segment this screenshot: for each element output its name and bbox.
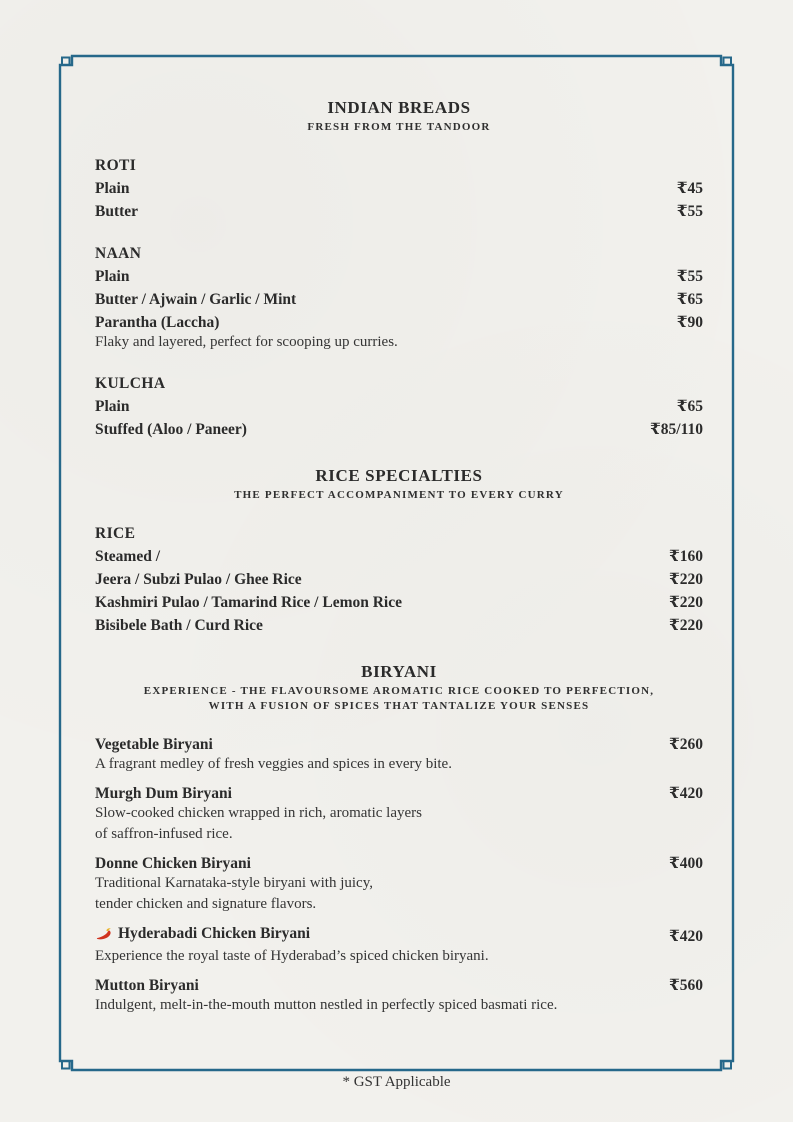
menu-item [95, 545, 703, 568]
menu-item [95, 395, 703, 418]
item-description: Traditional Karnataka-style biryani with juicy, [95, 875, 373, 891]
item-name [95, 733, 213, 756]
menu-group [95, 522, 703, 637]
item-name-text: Plain [95, 268, 130, 285]
item-description: Flaky and layered, perfect for scooping up curries. [95, 334, 398, 350]
item-price: ₹220 [668, 616, 703, 634]
section-groups [95, 154, 703, 441]
item-price: ₹420 [668, 927, 703, 945]
menu-item-row [95, 733, 703, 756]
menu-item [95, 614, 703, 637]
item-name [95, 288, 296, 311]
item-name-text: Stuffed (Aloo / Paneer) [95, 420, 247, 438]
item-descriptions [95, 803, 703, 844]
menu-item-row [95, 288, 703, 311]
menu-item-row [95, 852, 703, 875]
menu-item-row [95, 782, 703, 805]
menu-item-row [95, 568, 703, 591]
item-description: A fragrant medley of fresh veggies and spices in every bite. [95, 755, 452, 772]
item-name [95, 418, 247, 441]
item-name [95, 311, 219, 334]
item-price: ₹65 [676, 397, 703, 415]
section-title: BIRYANI [361, 661, 437, 681]
menu-item [95, 852, 703, 914]
menu-item [95, 265, 703, 288]
menu-item-row [95, 395, 703, 418]
item-name [95, 568, 302, 591]
group-items [95, 395, 703, 441]
item-descriptions [95, 873, 703, 914]
menu-item-row [95, 200, 703, 223]
item-name-text: Hyderabadi Chicken Biryani [118, 925, 311, 942]
item-name [95, 974, 199, 997]
item-name-text: Bisibele Bath / Curd Rice [95, 616, 263, 634]
group-label: ROTI [95, 157, 137, 174]
corner-knot-icon [724, 58, 732, 66]
item-name-text: Mutton Biryani [95, 977, 199, 994]
item-name [95, 922, 310, 945]
group-items [95, 177, 703, 223]
menu-item-row [95, 418, 703, 441]
item-price: ₹85/110 [650, 420, 703, 438]
item-description: Experience the royal taste of Hyderabad’s spiced chicken biryani. [95, 947, 489, 964]
footer-gst-note: * GST Applicable [342, 1074, 451, 1090]
item-price: ₹220 [668, 593, 703, 611]
item-name-text: Plain [95, 180, 130, 197]
menu-item [95, 200, 703, 223]
section-subtitle [95, 684, 703, 714]
item-price: ₹420 [668, 785, 703, 802]
section-subtitle-line: FRESH FROM THE TANDOOR [307, 121, 491, 133]
menu-item [95, 568, 703, 591]
menu-item-row [95, 311, 703, 334]
section-title: RICE SPECIALTIES [315, 465, 483, 485]
item-descriptions [95, 946, 703, 967]
corner-knot-icon [62, 58, 70, 66]
item-price: ₹45 [676, 180, 703, 197]
menu-item [95, 733, 703, 775]
menu-group [95, 372, 703, 441]
item-price: ₹160 [668, 547, 703, 565]
section-subtitle-line: WITH A FUSION OF SPICES THAT TANTALIZE YOUR SENSES [208, 699, 590, 712]
menu-item-row [95, 177, 703, 200]
item-name-text: Vegetable Biryani [95, 735, 213, 753]
section-title: INDIAN BREADS [327, 98, 471, 117]
item-name-text: Parantha (Laccha) [95, 314, 220, 331]
item-name [95, 782, 232, 805]
menu-content [95, 98, 703, 1024]
menu-item [95, 177, 703, 200]
item-description: of saffron-infused rice. [95, 825, 233, 842]
item-name-text: Kashmiri Pulao / Tamarind Rice / Lemon Rice [95, 593, 402, 611]
item-price: ₹400 [668, 855, 703, 872]
group-items [95, 545, 703, 637]
item-name [95, 265, 129, 288]
section-subtitle-line: EXPERIENCE - THE FLAVOURSOME AROMATIC RICE COOKED TO PERFECTION, [143, 684, 655, 697]
menu-item-row [95, 922, 703, 948]
item-name [95, 177, 129, 200]
menu-item [95, 782, 703, 844]
menu-group [95, 733, 703, 1016]
section-groups [95, 522, 703, 637]
section-subtitle-line: THE PERFECT ACCOMPANIMENT TO EVERY CURRY [234, 488, 564, 501]
item-name [95, 591, 402, 614]
item-price: ₹90 [676, 314, 703, 331]
group-label: RICE [95, 524, 136, 542]
item-name [95, 395, 129, 418]
item-name-text: Donne Chicken Biryani [95, 855, 251, 872]
item-description: Slow-cooked chicken wrapped in rich, aromatic layers [95, 805, 422, 821]
item-price: ₹560 [668, 977, 703, 994]
item-price: ₹220 [668, 570, 703, 588]
corner-knot-icon [62, 1061, 70, 1069]
group-label: NAAN [95, 245, 142, 262]
menu-item-row [95, 545, 703, 568]
item-name-text: Jeera / Subzi Pulao / Ghee Rice [95, 570, 302, 588]
group-items [95, 265, 703, 353]
item-descriptions [95, 332, 703, 353]
menu-group [95, 242, 703, 353]
item-description: Indulgent, melt-in-the-mouth mutton nestled in perfectly spiced basmati rice. [95, 997, 558, 1013]
item-name [95, 200, 138, 223]
item-price: ₹260 [668, 735, 703, 753]
corner-knot-icon [724, 1061, 732, 1069]
group-label: KULCHA [95, 374, 166, 392]
menu-item [95, 288, 703, 311]
item-name-text: Plain [95, 397, 130, 415]
menu-section [95, 466, 703, 637]
item-name-text: Murgh Dum Biryani [95, 785, 232, 802]
menu-section [95, 662, 703, 1016]
menu-group [95, 154, 703, 223]
item-description: tender chicken and signature flavors. [95, 895, 317, 912]
item-name-text: Steamed / [95, 547, 161, 565]
item-name [95, 614, 263, 637]
item-name [95, 852, 251, 875]
item-descriptions [95, 995, 703, 1016]
menu-item-row [95, 591, 703, 614]
item-name [95, 545, 160, 568]
menu-item [95, 311, 703, 353]
menu-item-row [95, 614, 703, 637]
menu-item-row [95, 265, 703, 288]
menu-section [95, 98, 703, 441]
menu-item [95, 418, 703, 441]
section-subtitle [95, 488, 703, 503]
group-items [95, 733, 703, 1016]
item-name-text: Butter / Ajwain / Garlic / Mint [95, 291, 297, 308]
item-price: ₹55 [676, 203, 703, 220]
menu-item-row [95, 974, 703, 997]
item-name-text: Butter [95, 203, 139, 220]
section-subtitle [95, 120, 703, 135]
menu-item [95, 591, 703, 614]
item-price: ₹55 [676, 268, 703, 285]
section-groups [95, 733, 703, 1016]
item-descriptions [95, 754, 703, 775]
chili-icon [95, 927, 112, 941]
menu-item [95, 974, 703, 1016]
item-price: ₹65 [676, 291, 703, 308]
menu-item [95, 922, 703, 966]
